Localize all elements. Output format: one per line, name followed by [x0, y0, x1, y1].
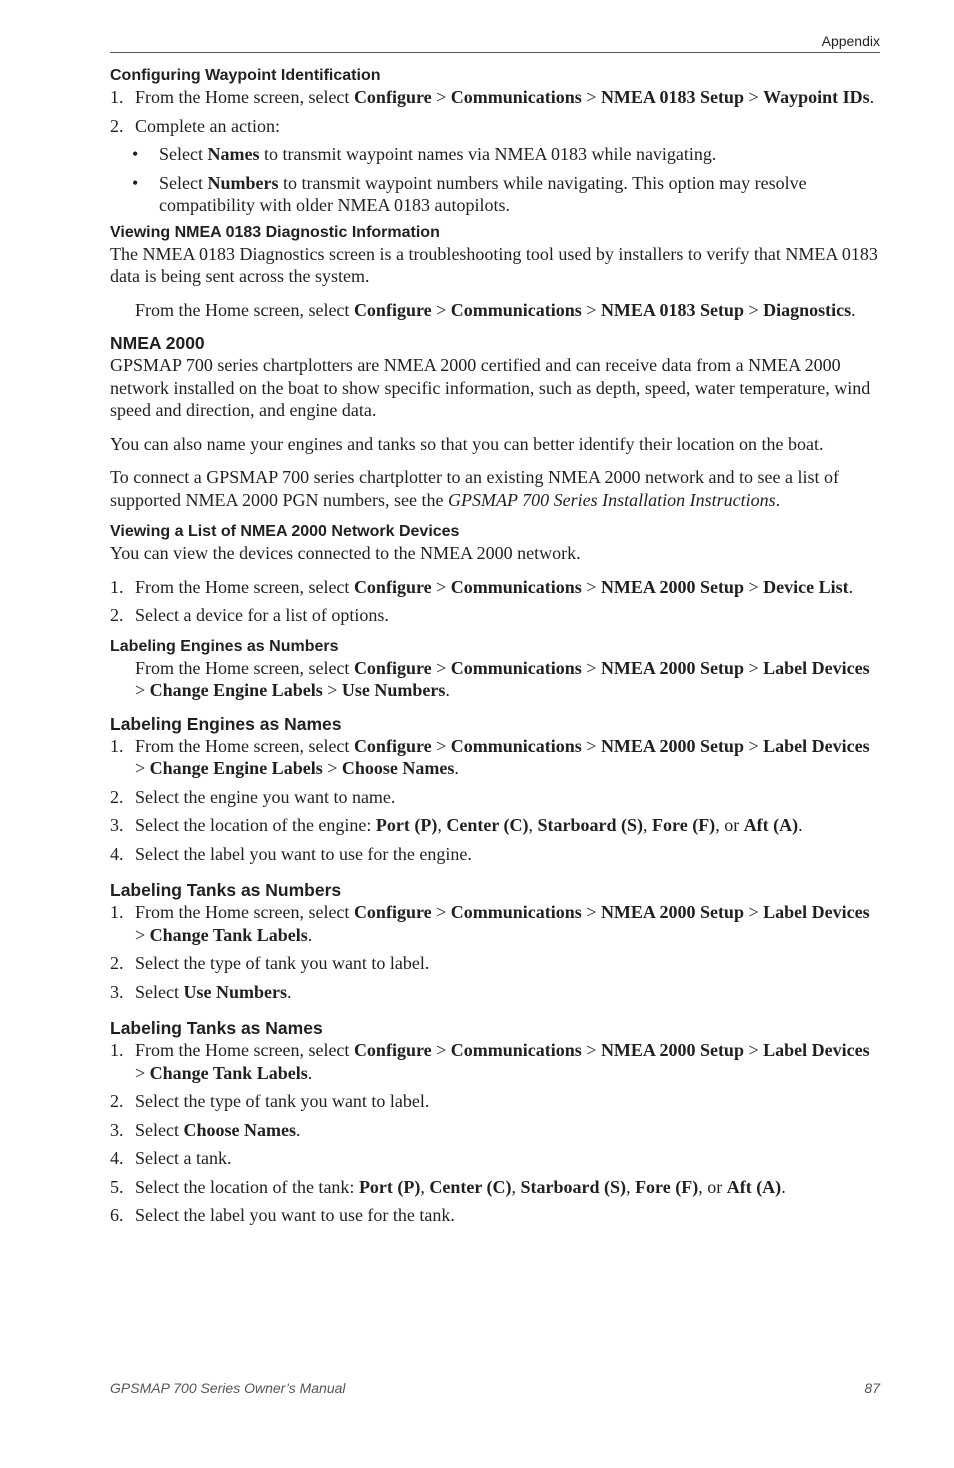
- menu-path-item: Change Engine Labels: [149, 758, 323, 778]
- path-separator: >: [743, 902, 764, 922]
- steps-list: [110, 901, 882, 1003]
- section-heading: Labeling Tanks as Numbers: [110, 880, 342, 900]
- path-separator: >: [581, 576, 601, 597]
- list-item: [110, 735, 882, 780]
- section-labeling-engines-names: [110, 713, 882, 866]
- section-heading: Viewing a List of NMEA 2000 Network Devices: [110, 523, 460, 540]
- menu-path-item: Communications: [450, 1040, 582, 1060]
- page-content: [110, 66, 882, 1233]
- bullet-item: [110, 172, 882, 217]
- footer-page-number: 87: [864, 1380, 880, 1396]
- menu-path-item: Configure: [353, 735, 432, 756]
- step-number: 3.: [110, 981, 124, 1002]
- step-text: Select the type of tank you want to label.: [135, 953, 430, 973]
- menu-path-item: Communications: [450, 657, 582, 678]
- location-option: Center (C): [429, 1176, 512, 1197]
- menu-path-item: Configure: [353, 1040, 432, 1060]
- menu-path-item: NMEA 2000 Setup: [600, 902, 744, 922]
- steps-list: [110, 1039, 882, 1227]
- menu-path-item: Diagnostics: [763, 299, 852, 320]
- option-name: Choose Names: [183, 1119, 296, 1140]
- bullet-list: [110, 143, 882, 217]
- step-text: From the Home screen, select: [135, 657, 354, 678]
- section-heading: Labeling Engines as Names: [110, 713, 342, 734]
- path-separator: >: [743, 735, 764, 756]
- section-nmea-0183-diagnostic: [110, 223, 882, 322]
- step-text: From the Home screen, select: [135, 735, 354, 756]
- bullet-text: to transmit waypoint numbers while navigating. This option may resolve compatibility with older NMEA 0183 autopilots.: [159, 172, 807, 215]
- list-item: [110, 901, 882, 946]
- punctuation: .: [307, 924, 313, 945]
- step-number: 2.: [110, 605, 124, 625]
- menu-path-item: Communications: [450, 735, 582, 756]
- step-text: Complete an action:: [135, 115, 280, 136]
- step-text: From the Home screen, select: [135, 1040, 354, 1060]
- header-rule: [110, 52, 880, 53]
- location-option: Port (P): [375, 815, 438, 835]
- step-number: 2.: [110, 953, 124, 973]
- bullet-icon: •: [132, 172, 139, 193]
- path-separator: >: [431, 735, 451, 756]
- path-separator: >: [431, 902, 451, 922]
- step-text: From the Home screen, select: [135, 902, 354, 922]
- menu-path-item: Label Devices: [763, 735, 870, 756]
- path-separator: >: [581, 1040, 601, 1060]
- option-name: Names: [207, 144, 260, 164]
- section-heading: NMEA 2000: [110, 333, 205, 353]
- menu-path-item: Communications: [450, 87, 582, 107]
- steps-list: [110, 735, 882, 866]
- bullet-item: [110, 143, 882, 166]
- menu-path-paragraph: [110, 299, 882, 322]
- list-item: [110, 604, 882, 627]
- document-reference: GPSMAP 700 Series Installation Instructions: [447, 489, 776, 510]
- step-number: 1.: [110, 735, 124, 756]
- menu-path-item: Change Engine Labels: [149, 680, 323, 700]
- path-separator: >: [135, 924, 150, 945]
- punctuation: .: [869, 87, 875, 107]
- step-text: Select: [135, 1119, 184, 1140]
- list-item: [110, 1119, 882, 1142]
- section-heading: Configuring Waypoint Identification: [110, 67, 381, 84]
- punctuation: ,: [437, 815, 447, 835]
- list-item: [110, 115, 882, 217]
- menu-path-item: Configure: [353, 657, 432, 678]
- location-option: Starboard (S): [520, 1176, 627, 1197]
- menu-path-item: NMEA 2000 Setup: [600, 735, 744, 756]
- step-text: Select the label you want to use for the tank.: [135, 1205, 455, 1225]
- step-text: Select a device for a list of options.: [135, 605, 389, 625]
- punctuation: .: [798, 815, 803, 835]
- menu-path-item: Communications: [450, 902, 582, 922]
- path-separator: >: [581, 299, 601, 320]
- menu-path-item: Configure: [353, 87, 432, 107]
- running-header: Appendix: [821, 33, 880, 49]
- step-number: 2.: [110, 1091, 124, 1111]
- bullet-text: to transmit waypoint names via NMEA 0183 while navigating.: [259, 144, 717, 164]
- punctuation: .: [295, 1119, 301, 1140]
- punctuation: ,: [643, 815, 653, 835]
- menu-path-item: Choose Names: [341, 758, 455, 778]
- list-item: [110, 814, 882, 837]
- path-separator: >: [743, 576, 764, 597]
- menu-path-item: Label Devices: [763, 657, 870, 678]
- step-text: Select: [135, 981, 184, 1002]
- location-option: Fore (F): [652, 815, 716, 835]
- list-item: [110, 1039, 882, 1084]
- step-number: 1.: [110, 1040, 124, 1060]
- section-labeling-tanks-numbers: [110, 879, 882, 1003]
- list-item: [110, 576, 882, 599]
- path-separator: >: [322, 758, 342, 778]
- path-separator: >: [322, 680, 342, 700]
- section-nmea-2000: [110, 332, 882, 511]
- bullet-text: Select: [159, 172, 208, 193]
- path-separator: >: [431, 1040, 451, 1060]
- path-separator: >: [431, 576, 451, 597]
- menu-path-item: NMEA 0183 Setup: [600, 299, 744, 320]
- location-option: Aft (A): [743, 815, 799, 835]
- step-text: Select the label you want to use for the engine.: [135, 843, 472, 864]
- section-heading: Labeling Tanks as Names: [110, 1018, 323, 1038]
- paragraph: You can view the devices connected to the NMEA 2000 network.: [110, 543, 581, 563]
- path-separator: >: [743, 299, 764, 320]
- step-number: 2.: [110, 115, 124, 136]
- punctuation: .: [445, 680, 450, 700]
- menu-path-item: Device List: [763, 576, 849, 597]
- section-labeling-engines-numbers: [110, 637, 882, 702]
- steps-list: [110, 86, 882, 217]
- list-item: [110, 1204, 882, 1227]
- step-number: 2.: [110, 786, 124, 807]
- step-number: 4.: [110, 843, 124, 864]
- list-item: [110, 952, 882, 975]
- punctuation: .: [307, 1062, 313, 1083]
- menu-path-item: Configure: [353, 576, 432, 597]
- punctuation: .: [851, 299, 856, 320]
- bullet-icon: •: [132, 144, 139, 164]
- paragraph: GPSMAP 700 series chartplotters are NMEA 2000 certified and can receive data from a NMEA 2000 network installed on the boat to show specific information, such as depth, speed, water temperature, wind speed and direction, and engine data.: [110, 355, 871, 420]
- punctuation: .: [454, 758, 459, 778]
- path-separator: >: [743, 87, 764, 107]
- paragraph: You can also name your engines and tanks so that you can better identify their location on the boat.: [110, 433, 824, 454]
- step-text: Select the location of the tank:: [135, 1176, 359, 1197]
- menu-path-item: Label Devices: [763, 902, 870, 922]
- location-option: Center (C): [446, 815, 529, 835]
- menu-path-item: Waypoint IDs: [763, 87, 870, 107]
- path-separator: >: [431, 657, 451, 678]
- location-option: Starboard (S): [537, 815, 644, 835]
- path-separator: >: [135, 1062, 150, 1083]
- step-text: Select a tank.: [135, 1148, 232, 1168]
- menu-path-item: Communications: [450, 576, 582, 597]
- option-name: Numbers: [207, 172, 279, 193]
- path-separator: >: [581, 902, 601, 922]
- punctuation: .: [848, 576, 854, 597]
- list-item: [110, 1176, 882, 1199]
- menu-path-item: Configure: [353, 902, 432, 922]
- menu-path-item: Use Numbers: [341, 680, 446, 700]
- path-separator: >: [581, 657, 601, 678]
- punctuation: ,: [420, 1176, 430, 1197]
- menu-path-item: Change Tank Labels: [149, 924, 308, 945]
- path-separator: >: [743, 657, 764, 678]
- punctuation: , or: [715, 815, 744, 835]
- step-text: From the Home screen, select: [135, 87, 354, 107]
- menu-path-item: NMEA 2000 Setup: [600, 1040, 744, 1060]
- list-item: [110, 1090, 882, 1113]
- step-text: Select the type of tank you want to label.: [135, 1091, 430, 1111]
- step-text: From the Home screen, select: [135, 576, 354, 597]
- menu-path-item: Label Devices: [763, 1040, 870, 1060]
- menu-path-item: Configure: [353, 299, 432, 320]
- section-nmea-2000-devices: [110, 522, 882, 627]
- punctuation: ,: [626, 1176, 636, 1197]
- paragraph-text: To connect a GPSMAP 700 series chartplotter to an existing NMEA 2000 network and to see a list of supported NMEA 2000 PGN numbers, see the: [110, 467, 839, 510]
- path-separator: >: [431, 299, 451, 320]
- list-item: [110, 981, 882, 1004]
- menu-path-item: NMEA 0183 Setup: [600, 87, 744, 107]
- path-separator: >: [581, 735, 601, 756]
- path-separator: >: [135, 680, 150, 700]
- step-number: 1.: [110, 576, 124, 597]
- location-option: Aft (A): [726, 1176, 782, 1197]
- list-item: [110, 786, 882, 809]
- menu-path-item: Communications: [450, 299, 582, 320]
- section-heading: Labeling Engines as Numbers: [110, 637, 339, 655]
- menu-path-item: Change Tank Labels: [149, 1062, 308, 1083]
- step-number: 6.: [110, 1205, 124, 1225]
- section-configuring-waypoint-identification: [110, 66, 882, 217]
- step-number: 5.: [110, 1176, 124, 1197]
- list-item: [110, 86, 882, 109]
- step-number: 3.: [110, 815, 124, 835]
- step-text: From the Home screen, select: [135, 299, 354, 320]
- path-separator: >: [431, 87, 451, 107]
- punctuation: .: [775, 489, 781, 510]
- path-separator: >: [581, 87, 601, 107]
- step-number: 4.: [110, 1148, 124, 1168]
- menu-path-item: NMEA 2000 Setup: [600, 657, 744, 678]
- path-separator: >: [743, 1040, 764, 1060]
- paragraph: [110, 466, 882, 511]
- paragraph: The NMEA 0183 Diagnostics screen is a troubleshooting tool used by installers to verify that NMEA 0183 data is being sent across the system.: [110, 243, 878, 286]
- step-number: 1.: [110, 902, 124, 922]
- step-number: 3.: [110, 1119, 124, 1140]
- punctuation: .: [781, 1176, 786, 1197]
- section-labeling-tanks-names: [110, 1017, 882, 1227]
- step-text: Select the engine you want to name.: [135, 786, 396, 807]
- step-number: 1.: [110, 87, 124, 107]
- list-item: [110, 843, 882, 866]
- path-separator: >: [135, 758, 150, 778]
- punctuation: .: [286, 981, 292, 1002]
- list-item: [110, 1147, 882, 1170]
- menu-path-item: NMEA 2000 Setup: [600, 576, 744, 597]
- section-heading: Viewing NMEA 0183 Diagnostic Information: [110, 223, 440, 241]
- location-option: Fore (F): [635, 1176, 699, 1197]
- option-name: Use Numbers: [183, 981, 287, 1002]
- menu-path-paragraph: [110, 657, 882, 702]
- bullet-text: Select: [159, 144, 208, 164]
- footer-manual-title: GPSMAP 700 Series Owner’s Manual: [110, 1380, 346, 1396]
- step-text: Select the location of the engine:: [135, 815, 376, 835]
- punctuation: ,: [511, 1176, 521, 1197]
- steps-list: [110, 576, 882, 627]
- punctuation: ,: [528, 815, 538, 835]
- location-option: Port (P): [358, 1176, 421, 1197]
- punctuation: , or: [698, 1176, 727, 1197]
